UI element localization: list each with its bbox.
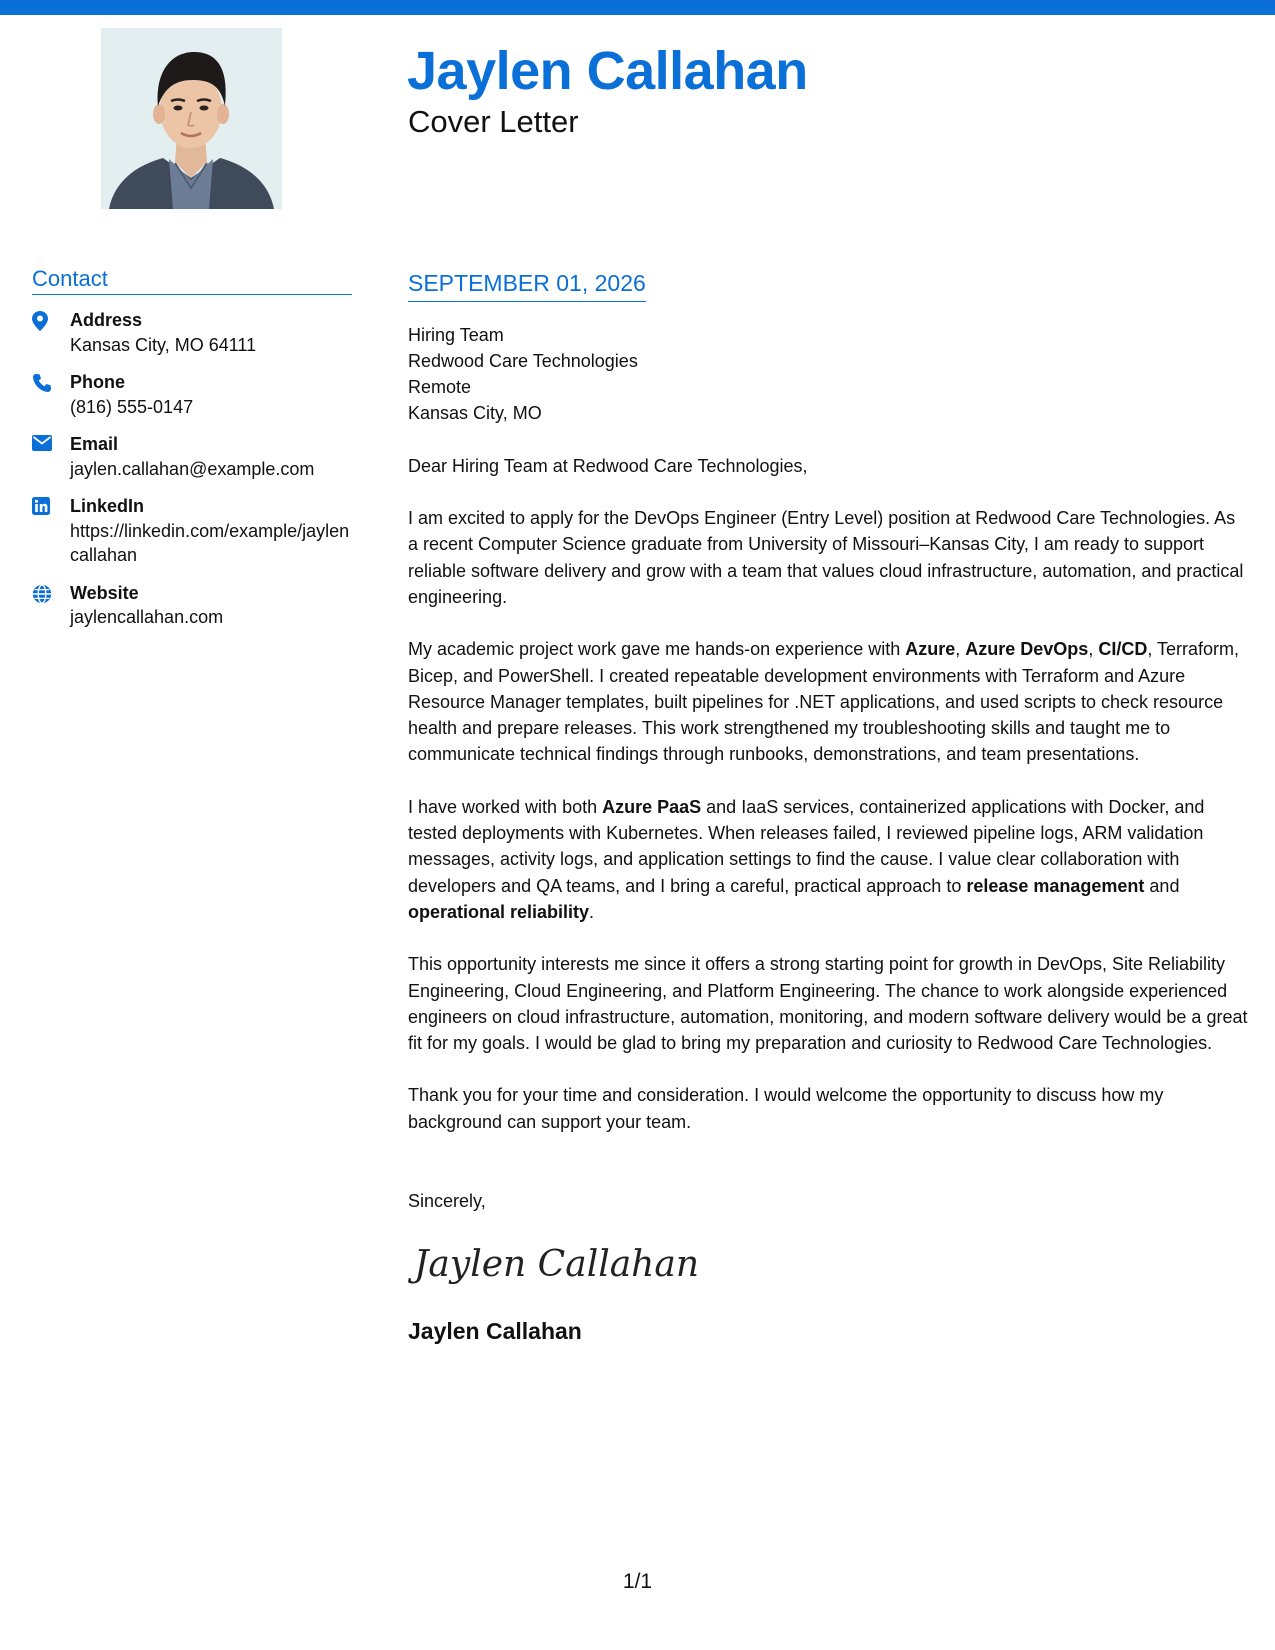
contact-item-linkedin xyxy=(32,494,352,568)
letter-body xyxy=(408,270,1248,1346)
paragraph-text: , Terraform, Bicep, and PowerShell. I created repeatable development environments with Terraform and Azure Resource Manager templates, built pipelines for .NET applications, and used scripts to check resource health and prepare releases. This work strengthened my troubleshooting skills and taught me to communicate technical findings through runbooks, demonstrations, and team presentations. xyxy=(408,639,1240,765)
recipient-line: Hiring Team xyxy=(408,324,504,345)
profile-photo xyxy=(101,28,282,209)
document-type-title: Cover Letter xyxy=(408,104,579,139)
phone-value[interactable]: (816) 555-0147 xyxy=(70,396,194,417)
paragraph-text: and xyxy=(1144,875,1180,896)
recipient-line: Kansas City, MO xyxy=(408,403,542,424)
paragraph-text: This opportunity interests me since it offers a strong starting point for growth in DevOps, Site Reliability Engineering, Cloud Engineering, and Platform Engineering. The chance to work alongside experienced engineers on cloud infrastructure, automation, monitoring, and modern software delivery would be a great fit for my goals. I would be glad to bring my preparation and curiosity to Redwood Care Technologies. xyxy=(408,954,1248,1054)
letter-date: SEPTEMBER 01, 2026 xyxy=(408,270,646,302)
paragraph-text: , xyxy=(1088,639,1099,660)
bold-keyword: CI/CD xyxy=(1098,639,1148,660)
contact-label: LinkedIn xyxy=(70,496,145,517)
bold-keyword: release management xyxy=(966,875,1145,896)
email-value[interactable]: jaylen.callahan@example.com xyxy=(70,458,315,479)
closing: Sincerely, xyxy=(408,1191,486,1212)
paragraph-text: . xyxy=(589,901,595,922)
bold-keyword: Azure xyxy=(905,639,956,660)
bold-keyword: Azure DevOps xyxy=(965,639,1089,660)
contact-label: Address xyxy=(70,310,143,331)
email-icon xyxy=(32,432,70,451)
bold-keyword: operational reliability xyxy=(408,901,590,922)
linkedin-icon xyxy=(32,494,70,515)
recipient-block xyxy=(408,322,1248,427)
bold-keyword: Azure PaaS xyxy=(602,796,702,817)
page-number: 1/1 xyxy=(622,1570,653,1593)
letter-paragraph xyxy=(408,505,1248,610)
contact-item-phone xyxy=(32,370,352,419)
paragraph-text: I am excited to apply for the DevOps Engineer (Entry Level) position at Redwood Care Technologies. As a recent Computer Science graduate from University of Missouri–Kansas City, I am ready to support reliable software delivery and grow with a team that values cloud infrastructure, automation, and practical engineering. xyxy=(408,508,1244,607)
top-accent-bar xyxy=(0,0,1275,15)
recipient-line: Redwood Care Technologies xyxy=(408,350,638,371)
contact-sidebar xyxy=(32,266,352,643)
contact-item-email xyxy=(32,432,352,481)
location-pin-icon xyxy=(32,308,70,331)
letter-paragraph xyxy=(408,794,1248,925)
contact-label: Website xyxy=(70,582,139,603)
linkedin-value[interactable]: https://linkedin.com/example/jaylencallahan xyxy=(70,520,350,566)
letter-paragraph xyxy=(408,636,1248,767)
salutation: Dear Hiring Team at Redwood Care Technologies, xyxy=(408,455,808,476)
website-value[interactable]: jaylencallahan.com xyxy=(70,607,224,628)
paragraph-text: My academic project work gave me hands-on experience with xyxy=(408,639,906,660)
paragraph-text: I have worked with both xyxy=(408,796,603,817)
paragraph-text: , xyxy=(955,639,966,660)
letter-paragraph xyxy=(408,951,1248,1056)
handwritten-signature xyxy=(408,1232,1248,1294)
paragraph-text: and IaaS services, containerized applications with Docker, and tested deployments with Kubernetes. When releases failed, I reviewed pipeline logs, ARM validation messages, activity logs, and application settings to find the cause. I value clear collaboration with developers and QA teams, and I bring a careful, practical approach to xyxy=(408,796,1205,896)
signature-text: Jaylen Callahan xyxy=(414,1244,700,1286)
letter-paragraph xyxy=(408,1082,1248,1135)
contact-label: Phone xyxy=(70,372,126,393)
phone-icon xyxy=(32,370,70,393)
applicant-name: Jaylen Callahan xyxy=(407,41,808,101)
recipient-line: Remote xyxy=(408,377,472,398)
address-value: Kansas City, MO 64111 xyxy=(70,334,257,355)
contact-label: Email xyxy=(70,434,119,455)
paragraph-text: Thank you for your time and consideration. I would welcome the opportunity to discuss how my background can support your team. xyxy=(408,1085,1164,1132)
contact-item-website xyxy=(32,581,352,630)
globe-icon xyxy=(32,581,70,604)
contact-item-address xyxy=(32,308,352,357)
signer-name: Jaylen Callahan xyxy=(408,1318,582,1345)
contact-heading: Contact xyxy=(32,266,352,295)
contact-list xyxy=(32,308,352,630)
